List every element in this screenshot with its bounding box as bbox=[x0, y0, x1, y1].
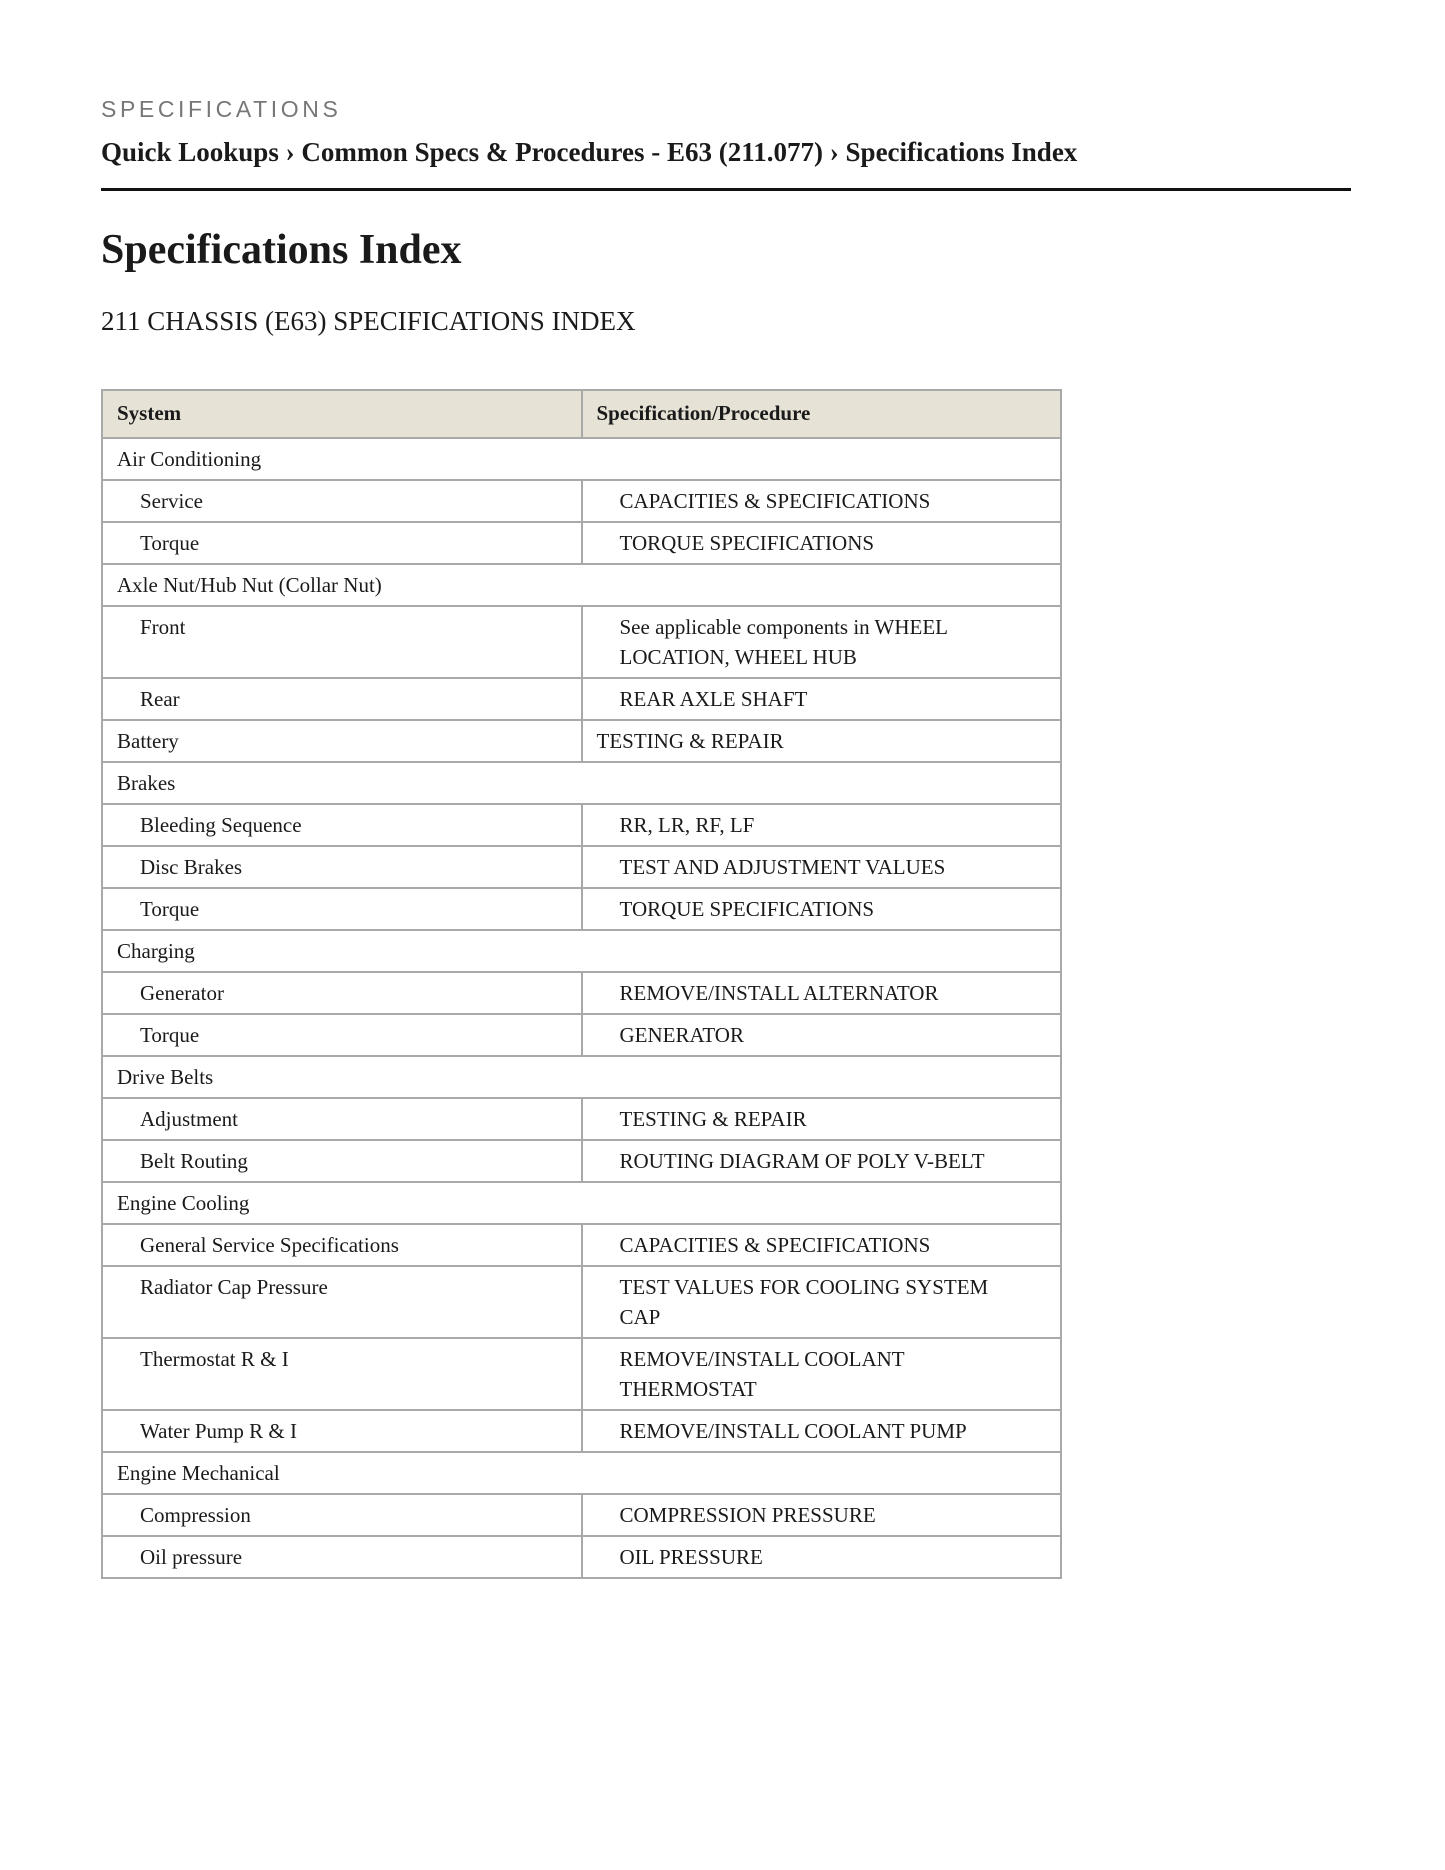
system-cell: Torque bbox=[102, 522, 582, 564]
spec-procedure-link[interactable]: TESTING & REPAIR bbox=[582, 1098, 1062, 1140]
system-group-label: Engine Mechanical bbox=[102, 1452, 1061, 1494]
system-cell: Rear bbox=[102, 678, 582, 720]
system-cell: Belt Routing bbox=[102, 1140, 582, 1182]
table-row bbox=[102, 804, 1061, 846]
breadcrumb[interactable]: Quick Lookups › Common Specs & Procedures - E63 (211.077) › Specifications Index bbox=[101, 137, 1078, 167]
spec-procedure-link[interactable]: TEST VALUES FOR COOLING SYSTEM CAP bbox=[582, 1266, 1062, 1338]
page-title: Specifications Index bbox=[101, 227, 462, 273]
table-group-row bbox=[102, 1452, 1061, 1494]
column-header-spec: Specification/Procedure bbox=[582, 390, 1062, 438]
spec-procedure-link[interactable]: REMOVE/INSTALL COOLANT THERMOSTAT bbox=[582, 1338, 1062, 1410]
spec-procedure-link[interactable]: CAPACITIES & SPECIFICATIONS bbox=[582, 1224, 1062, 1266]
specifications-table bbox=[101, 389, 1062, 1579]
table-row bbox=[102, 678, 1061, 720]
table-row bbox=[102, 1098, 1061, 1140]
system-cell: Adjustment bbox=[102, 1098, 582, 1140]
system-cell: Water Pump R & I bbox=[102, 1410, 582, 1452]
spec-procedure-link[interactable]: COMPRESSION PRESSURE bbox=[582, 1494, 1062, 1536]
table-body bbox=[102, 438, 1061, 1578]
system-cell: Compression bbox=[102, 1494, 582, 1536]
spec-procedure-link[interactable]: CAPACITIES & SPECIFICATIONS bbox=[582, 480, 1062, 522]
table-row bbox=[102, 480, 1061, 522]
system-cell: General Service Specifications bbox=[102, 1224, 582, 1266]
system-cell: Torque bbox=[102, 1014, 582, 1056]
spec-procedure-link[interactable]: REAR AXLE SHAFT bbox=[582, 678, 1062, 720]
table-row bbox=[102, 1266, 1061, 1338]
table-row bbox=[102, 1536, 1061, 1578]
spec-procedure-link[interactable]: RR, LR, RF, LF bbox=[582, 804, 1062, 846]
table-row bbox=[102, 1338, 1061, 1410]
table-group-row bbox=[102, 1056, 1061, 1098]
spec-procedure-link[interactable]: REMOVE/INSTALL ALTERNATOR bbox=[582, 972, 1062, 1014]
system-group-label: Axle Nut/Hub Nut (Collar Nut) bbox=[102, 564, 1061, 606]
page-subtitle: 211 CHASSIS (E63) SPECIFICATIONS INDEX bbox=[101, 306, 636, 336]
table-row bbox=[102, 1224, 1061, 1266]
header-divider bbox=[101, 188, 1351, 191]
table-row bbox=[102, 1014, 1061, 1056]
table-row bbox=[102, 522, 1061, 564]
table-group-row bbox=[102, 930, 1061, 972]
spec-procedure-link[interactable]: OIL PRESSURE bbox=[582, 1536, 1062, 1578]
table-row bbox=[102, 606, 1061, 678]
table-row bbox=[102, 972, 1061, 1014]
table-row bbox=[102, 1140, 1061, 1182]
spec-procedure-link[interactable]: GENERATOR bbox=[582, 1014, 1062, 1056]
system-cell: Bleeding Sequence bbox=[102, 804, 582, 846]
column-header-system: System bbox=[102, 390, 582, 438]
system-cell: Service bbox=[102, 480, 582, 522]
spec-procedure-link[interactable]: TEST AND ADJUSTMENT VALUES bbox=[582, 846, 1062, 888]
system-cell: Front bbox=[102, 606, 582, 678]
system-cell: Disc Brakes bbox=[102, 846, 582, 888]
system-cell: Battery bbox=[102, 720, 582, 762]
system-cell: Oil pressure bbox=[102, 1536, 582, 1578]
table-group-row bbox=[102, 1182, 1061, 1224]
system-group-label: Engine Cooling bbox=[102, 1182, 1061, 1224]
table-row bbox=[102, 1410, 1061, 1452]
spec-procedure-link[interactable]: TESTING & REPAIR bbox=[582, 720, 1062, 762]
table-header-row bbox=[102, 390, 1061, 438]
table-row bbox=[102, 720, 1061, 762]
table-group-row bbox=[102, 438, 1061, 480]
section-label: SPECIFICATIONS bbox=[101, 96, 342, 122]
table-group-row bbox=[102, 762, 1061, 804]
system-cell: Thermostat R & I bbox=[102, 1338, 582, 1410]
spec-procedure-link[interactable]: See applicable components in WHEEL LOCATION, WHEEL HUB bbox=[582, 606, 1062, 678]
system-cell: Torque bbox=[102, 888, 582, 930]
table-row bbox=[102, 846, 1061, 888]
system-group-label: Air Conditioning bbox=[102, 438, 1061, 480]
spec-procedure-link[interactable]: TORQUE SPECIFICATIONS bbox=[582, 522, 1062, 564]
system-cell: Radiator Cap Pressure bbox=[102, 1266, 582, 1338]
table-row bbox=[102, 888, 1061, 930]
spec-procedure-link[interactable]: ROUTING DIAGRAM OF POLY V-BELT bbox=[582, 1140, 1062, 1182]
spec-procedure-link[interactable]: REMOVE/INSTALL COOLANT PUMP bbox=[582, 1410, 1062, 1452]
table-group-row bbox=[102, 564, 1061, 606]
system-cell: Generator bbox=[102, 972, 582, 1014]
system-group-label: Drive Belts bbox=[102, 1056, 1061, 1098]
spec-procedure-link[interactable]: TORQUE SPECIFICATIONS bbox=[582, 888, 1062, 930]
system-group-label: Brakes bbox=[102, 762, 1061, 804]
table-row bbox=[102, 1494, 1061, 1536]
system-group-label: Charging bbox=[102, 930, 1061, 972]
